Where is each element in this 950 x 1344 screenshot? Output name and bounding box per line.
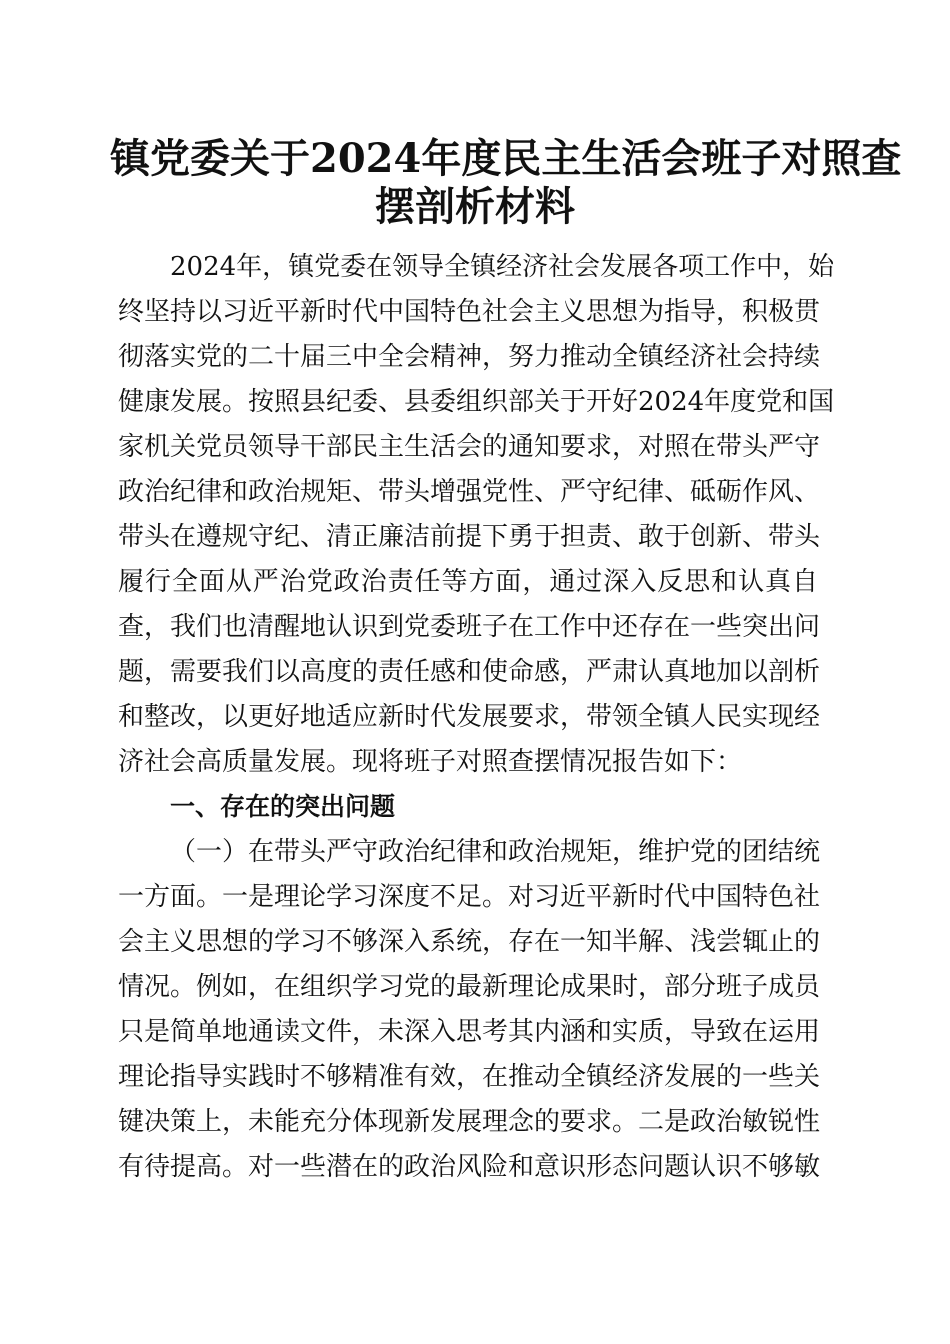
intro-line: 济社会高质量发展。现将班子对照查摆情况报告如下： — [118, 747, 743, 777]
body-line: 情况。例如，在组织学习党的最新理论成果时，部分班子成员 — [118, 972, 821, 1002]
intro-line: 彻落实党的二十届三中全会精神，努力推动全镇经济社会持续 — [118, 342, 821, 372]
intro-line: 终坚持以习近平新时代中国特色社会主义思想为指导，积极贯 — [118, 297, 821, 327]
document-title-line-2: 摆剖析材料 — [375, 183, 575, 230]
body-line: （一）在带头严守政治纪律和政治规矩，维护党的团结统 — [170, 837, 821, 867]
intro-line: 查，我们也清醒地认识到党委班子在工作中还存在一些突出问 — [118, 612, 821, 642]
intro-line: 带头在遵规守纪、清正廉洁前提下勇于担责、敢于创新、带头 — [118, 522, 821, 552]
document-title-line-1: 镇党委关于2024年度民主生活会班子对照查 — [110, 135, 902, 182]
body-line: 键决策上，未能充分体现新发展理念的要求。二是政治敏锐性 — [118, 1107, 821, 1137]
body-line: 有待提高。对一些潜在的政治风险和意识形态问题认识不够敏 — [118, 1152, 821, 1182]
body-line: 会主义思想的学习不够深入系统，存在一知半解、浅尝辄止的 — [118, 927, 821, 957]
intro-line: 履行全面从严治党政治责任等方面，通过深入反思和认真自 — [118, 567, 818, 597]
intro-line: 题，需要我们以高度的责任感和使命感，严肃认真地加以剖析 — [118, 657, 821, 687]
body-line: 理论指导实践时不够精准有效，在推动全镇经济发展的一些关 — [118, 1062, 821, 1092]
intro-line: 2024年，镇党委在领导全镇经济社会发展各项工作中，始 — [170, 252, 835, 282]
intro-line: 健康发展。按照县纪委、县委组织部关于开好2024年度党和国 — [118, 387, 835, 417]
section-heading: 一、存在的突出问题 — [170, 792, 396, 821]
intro-line: 政治纪律和政治规矩、带头增强党性、严守纪律、砥砺作风、 — [118, 477, 821, 507]
intro-line: 和整改，以更好地适应新时代发展要求，带领全镇人民实现经 — [118, 702, 821, 732]
body-line: 只是简单地通读文件，未深入思考其内涵和实质，导致在运用 — [118, 1017, 821, 1047]
body-line: 一方面。一是理论学习深度不足。对习近平新时代中国特色社 — [118, 882, 821, 912]
intro-line: 家机关党员领导干部民主生活会的通知要求，对照在带头严守 — [118, 432, 821, 462]
